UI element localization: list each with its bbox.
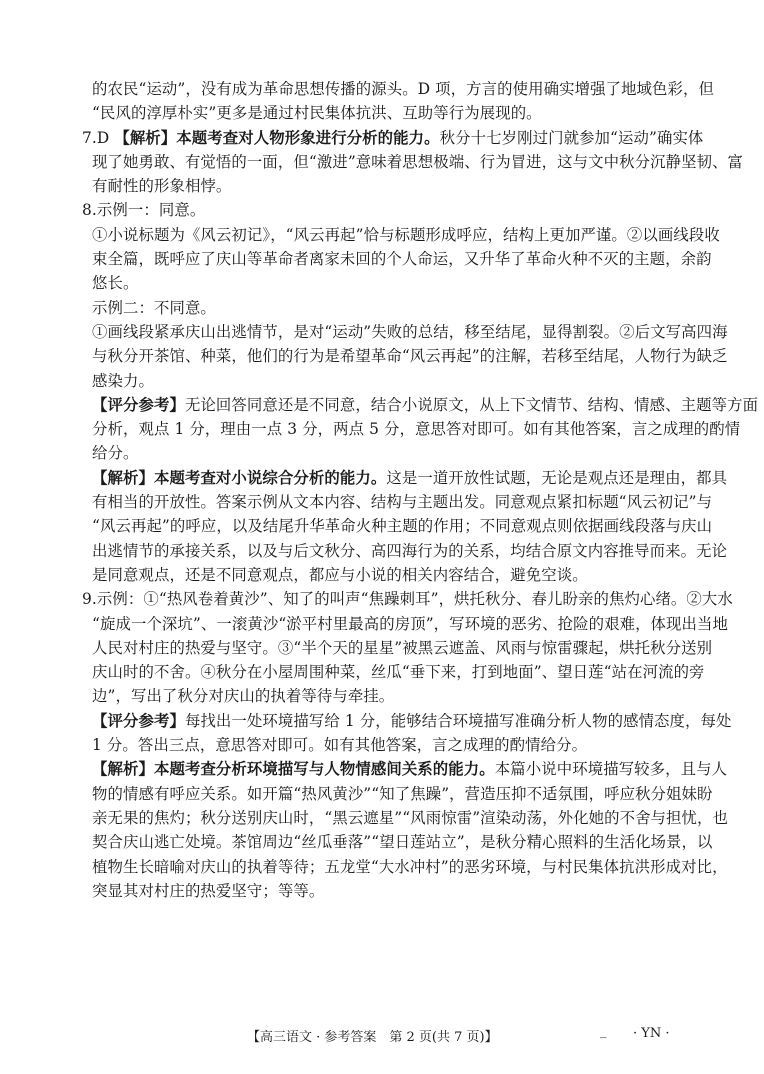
page-footer — [0, 1026, 764, 1046]
text-line: 束全篇，既呼应了庆山等革命者离家未回的个人命运，又升华了革命火种不灭的主题，余韵 — [92, 250, 712, 269]
text-line: “民风的淳厚朴实”更多是通过村民集体抗洪、互助等行为展现的。 — [92, 104, 542, 123]
text-line: 现了她勇敢、有觉悟的一面，但“激进”意味着思想极端、行为冒进，这与文中秋分沉静坚韧、富 — [92, 152, 744, 171]
question-9-answer — [82, 587, 733, 903]
analysis-tag: 【解析】 — [92, 468, 154, 487]
analysis-tag: 【解析】 — [114, 128, 177, 147]
text-line: 植物生长暗喻对庆山的执着等待；五龙堂“大水冲村”的恶劣环境，与村民集体抗洪形成对比， — [92, 857, 728, 876]
text-line: “旋成一个深坑”、一滚黄沙“淤平村里最高的房顶”，写环境的恶劣、抢险的艰难，体现出当地 — [92, 614, 729, 633]
text-line: 悠长。 — [92, 274, 139, 293]
text-line: 契合庆山逃亡处境。茶馆周边“丝瓜垂落”“望日莲站立”，是秋分精心照料的生活化场景，以 — [92, 833, 713, 852]
text-line — [92, 709, 732, 733]
text-line: 出逃情节的承接关系，以及与后文秋分、高四海行为的关系，均结合原文内容推导而来。无论 — [92, 541, 728, 560]
analysis-text: 本篇小说中环境描写较多，且与人 — [494, 760, 728, 779]
text-line — [92, 466, 728, 490]
text-line: 有耐性的形象相悖。 — [92, 177, 232, 196]
text-line: 的农民“运动”，没有成为革命思想传播的源头。D 项，方言的使用确实增强了地域色彩，但 — [92, 80, 715, 98]
text-line: 感染力。 — [92, 371, 154, 390]
text-line: 8.示例一：同意。 — [82, 201, 206, 220]
text-line — [82, 126, 704, 150]
text-line: ①小说标题为《风云初记》，“风云再起”恰与标题形成呼应，结构上更加严谨。②以画线段收 — [92, 225, 720, 244]
text-line: 人民对村庄的热爱与坚守。③“半个天的星星”被黑云遮盖、风雨与惊雷骤起，烘托秋分送别 — [92, 638, 713, 657]
text-line: 物的情感有呼应关系。如开篇“热风黄沙”“知了焦躁”，营造压抑不适氛围，呼应秋分姐妹盼 — [92, 784, 713, 803]
text-line: 与秋分开茶馆、种菜，他们的行为是希望革命“风云再起”的注解，若移至结尾，人物行为缺乏 — [92, 347, 728, 366]
page-content — [82, 77, 759, 903]
text-line: ①画线段紧承庆山出逃情节，是对“运动”失败的总结，移至结尾，显得割裂。②后文写高四海 — [92, 322, 728, 341]
footer-tag: · YN · — [633, 1026, 670, 1041]
analysis-tag: 【解析】 — [92, 760, 154, 779]
text-line: 1 分。答出三点，意思答对即可。如有其他答案，言之成理的酌情给分。 — [92, 736, 588, 755]
score-text: 无论回答同意还是不同意，结合小说原文，从上下文情节、结构、情感、主题等方面 — [184, 395, 759, 414]
text-line: 亲无果的焦灼；秋分送别庆山时，“黑云遮星”“风雨惊雷”渲染动荡，外化她的不舍与担忧，也 — [92, 808, 729, 827]
text-line: 突显其对村庄的热爱坚守；等等。 — [92, 881, 325, 900]
text-line: “风云再起”的呼应，以及结尾升华革命火种主题的作用；不同意观点则依据画线段落与庆山 — [92, 517, 713, 536]
score-text: 每找出一处环境描写给 1 分，能够结合环境描写准确分析人物的感情态度，每处 — [184, 711, 732, 730]
paragraph-continued — [92, 77, 715, 126]
text-line: 分析，观点 1 分，理由一点 3 分，两点 5 分，意思答对即可。如有其他答案，言之成理的酌情 — [92, 420, 741, 439]
text-line: 是同意观点，还是不同意观点，都应与小说的相关内容结合，避免空谈。 — [92, 565, 588, 584]
analysis-bold-text: 本题考查对人物形象进行分析的能力。 — [176, 128, 440, 147]
score-tag: 【评分参考】 — [92, 711, 185, 730]
analysis-bold-text: 本题考查分析环境描写与人物情感间关系的能力。 — [153, 760, 495, 779]
analysis-bold-text: 本题考查对小说综合分析的能力。 — [153, 468, 387, 487]
analysis-text: 这是一道开放性试题，无论是观点还是理由，都具 — [386, 468, 728, 487]
example-title: 示例二：不同意。 — [92, 298, 216, 317]
text-line — [92, 393, 759, 417]
text-line: 9.示例：①“热风卷着黄沙”、知了的叫声“焦躁刺耳”，烘托秋分、春儿盼亲的焦灼心绪。②大水 — [82, 590, 733, 609]
footer-dash: _ — [600, 1024, 607, 1039]
text-line: 庆山时的不舍。④秋分在小屋周围种菜，丝瓜“垂下来，打到地面”、望日莲“站在河流的旁 — [92, 663, 705, 682]
score-tag: 【评分参考】 — [92, 395, 185, 414]
text-line: 边”，写出了秋分对庆山的执着等待与牵挂。 — [92, 687, 395, 706]
text-line — [92, 757, 728, 781]
text-line: 给分。 — [92, 444, 139, 463]
text-line: 有相当的开放性。答案示例从文本内容、结构与主题出发。同意观点紧扣标题“风云初记”与 — [92, 493, 713, 512]
question-7-answer — [82, 126, 744, 199]
question-number: 7.D — [82, 128, 110, 147]
question-8-answer — [82, 198, 759, 587]
footer-page-label: 【高三语文 · 参考答案 第 2 页(共 7 页)】 — [247, 1030, 498, 1045]
analysis-text: 秋分十七岁刚过门就参加“运动”确实体 — [439, 128, 704, 147]
